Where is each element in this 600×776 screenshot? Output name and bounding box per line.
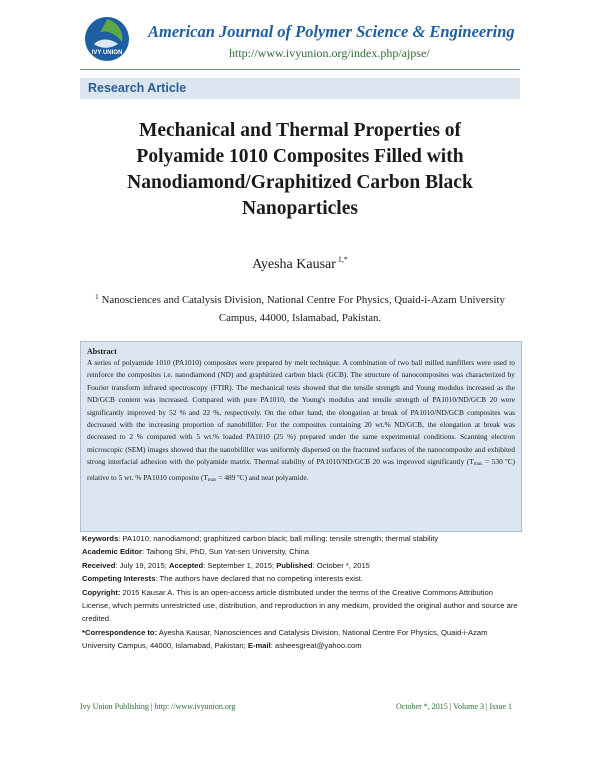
affiliation-line-1: Nanosciences and Catalysis Division, National Centre For Physics, Quaid-i-Azam University <box>101 294 505 306</box>
footer-publisher: Ivy Union Publishing | http: //www.ivyunion.org <box>80 702 236 711</box>
article-dates: Received: July 19, 2015; Accepted: September 1, 2015; Published: October *, 2015 <box>82 560 370 570</box>
journal-url[interactable]: http://www.ivyunion.org/index.php/ajpse/ <box>229 46 430 60</box>
copyright: Copyright: 2015 Kausar A. This is an open-access article distributed under the terms of the Creative Commons Attribution License, which permits unrestricted use, distribution, and reproduction in any medium, provided the original author and source are credited. <box>82 587 518 624</box>
title-line: Nanoparticles <box>242 198 358 219</box>
abstract-text: A series of polyamide 1010 (PA1010) composites were prepared by melt technique. A combination of two ball milled nanfillers were used to reinforce the composites i.e. nanodiamond (ND) and graphitized carbon black (GCB). The structure of nanocomposites was characterized by Fourier transform infrared spectroscopy (FTIR). The mechanical tests showed that the tensile strength and Young modulus increased as the ND/GCB content was increased. Compared with pure PA1010, the Young's modulus and tensile strength of PA1010/ND/GCB 20 were significantly improved by 52 % and 22 %, respectively. On the other hand, the elongation at break of PA1010/ND/GCB composites was decreased with the increasing proportion of nanobifiller. For the composites containing 20 wt.% ND/GCB, the elongation at break was decreased to 2 % compared with 5 wt.% loaded PA1010 (25 %) prepared under the same experimental conditions. Scanning electron microscopic (SEM) images showed that the nanobifiller was uniformly dispersed on the fractured surfaces of the nanocomposite and exhibited strong interfacial adhesion with the polyamide matrix. Thermal stability of PA1010/ND/GCB 20 was improved significantly ($T_{max} = 530$ ºC) relative to 5 wt. % PA1010 composite ($T_{max} = 489$ ºC) and neat polyamide. <box>87 358 515 483</box>
competing-interests: Competing Interests: The authors have declared that no competing interests exist. <box>82 574 363 584</box>
affiliation-line-2: Campus, 44000, Islamabad, Pakistan. <box>218 312 382 324</box>
title-line: Mechanical and Thermal Properties of <box>138 120 462 141</box>
affiliation <box>72 288 528 327</box>
title-line: Nanodiamond/Graphitized Carbon Black <box>127 172 473 193</box>
paper-title <box>80 118 520 222</box>
ivy-union-logo <box>82 14 132 64</box>
title-line: Polyamide 1010 Composites Filled with <box>136 146 464 167</box>
article-metadata <box>82 532 520 653</box>
header-divider <box>80 69 520 70</box>
correspondence: *Correspondence to: Ayesha Kausar, Nanosciences and Catalysis Division, National Centre For Physics, Quaid-i-Azam University Campus, 44000, Islamabad, Pakistan; E-mail: asheesgreat@yahoo.com <box>82 627 488 651</box>
academic-editor: Academic Editor: Taihong Shi, PhD, Sun Yat-sen University, China <box>82 547 309 557</box>
svg-text:IVY UNION: IVY UNION <box>91 50 123 56</box>
abstract-heading: Abstract <box>87 347 117 356</box>
abstract-box <box>80 341 522 532</box>
keywords: Keywords: PA1010; nanodiamond; graphitized carbon black; ball milling; tensile strength; thermal stability <box>82 534 439 543</box>
footer-issue-info: October *, 2015 | Volume 3 | Issue 1 <box>395 702 512 711</box>
affiliation-marker: 1 <box>95 293 99 301</box>
article-type-label: Research Article <box>88 81 187 95</box>
author-line <box>80 255 520 273</box>
journal-title: American Journal of Polymer Science & Engineering <box>148 22 515 41</box>
author-name: Ayesha Kausar <box>252 257 336 272</box>
article-type-bar <box>80 78 520 99</box>
author-affiliation-marker: 1,* <box>337 255 348 264</box>
